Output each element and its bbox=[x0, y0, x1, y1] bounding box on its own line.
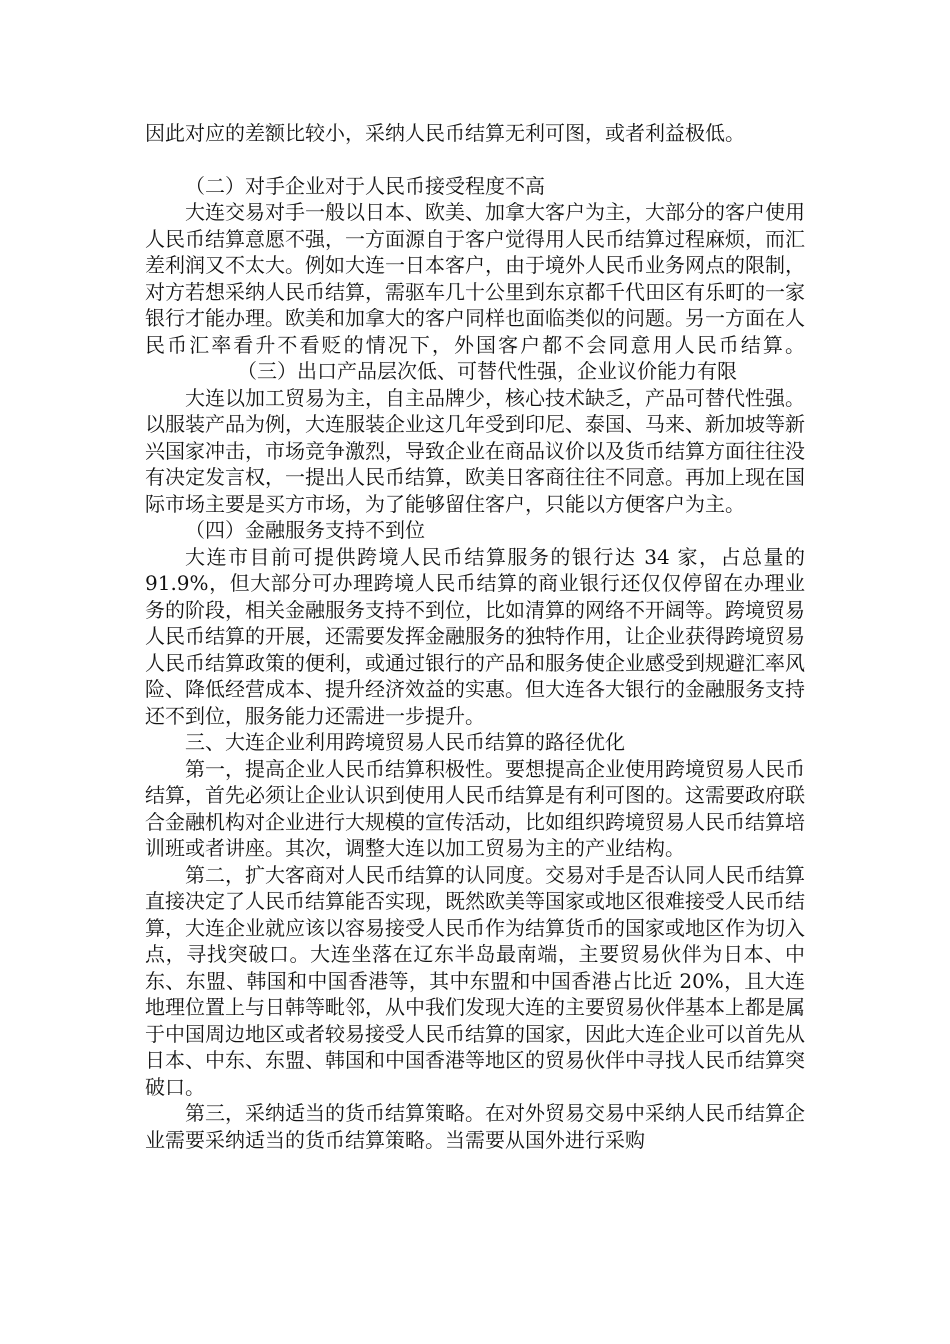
section-heading-4: （四）金融服务支持不到位 bbox=[185, 518, 425, 542]
paragraph-third-measure: 第三，采纳适当的货币结算策略。在对外贸易交易中采纳人民币结算企业需要采纳适当的货币结算策略。当需要从国外进行采购 bbox=[145, 1101, 805, 1152]
paragraph-financial-services: 大连市目前可提供跨境人民币结算服务的银行达 34 家，占总量的 91.9%，但大部分可办理跨境人民币结算的商业银行还仅仅停留在办理业务的阶段，相关金融服务支持不到位，比如清算的网络不开阔等。跨境贸易人民币结算的开展，还需要发挥金融服务的独特作用，让企业获得跨境贸易人民币结算政策的便利，或通过银行的产品和服务使企业感受到规避汇率风险、降低经营成本、提升经济效益的实惠。但大连各大银行的金融服务支持还不到位，服务能力还需进一步提升。 bbox=[145, 544, 805, 728]
paragraph-counterparty-text: 大连交易对手一般以日本、欧美、加拿大客户为主，大部分的客户使用人民币结算意愿不强，一方面源自于客户觉得用人民币结算过程麻烦，而汇差利润又不太大。例如大连一日本客户，由于境外人民币业务网点的限制，对方若想采纳人民币结算，需驱车几十公里到东京都千代田区有乐町的一家银行才能办理。欧美和加拿大的客户同样也面临类似的问题。另一方面在人民币汇率看升不看贬的情况下，外国客户都不会同意用人民币结算。 bbox=[145, 200, 805, 357]
paragraph-counterparty bbox=[145, 199, 805, 385]
paragraph-first-measure: 第一，提高企业人民币结算积极性。要想提高企业使用跨境贸易人民币结算，首先必须让企业认识到使用人民币结算是有利可图的。这需要政府联合金融机构对企业进行大规模的宣传活动，比如组织跨境贸易人民币结算培训班或者讲座。其次，调整大连以加工贸易为主的产业结构。 bbox=[145, 756, 805, 860]
section-heading-three: 三、大连企业利用跨境贸易人民币结算的路径优化 bbox=[185, 730, 625, 754]
paragraph-intro: 因此对应的差额比较小，采纳人民币结算无利可图，或者利益极低。 bbox=[145, 121, 745, 145]
paragraph-second-measure: 第二，扩大客商对人民币结算的认同度。交易对手是否认同人民币结算直接决定了人民币结算能否实现，既然欧美等国家或地区很难接受人民币结算，大连企业就应该以容易接受人民币作为结算货币的国家或地区作为切入点，寻找突破口。大连坐落在辽东半岛最南端，主要贸易伙伴为日本、中东、东盟、韩国和中国香港等，其中东盟和中国香港占比近 20%，且大连地理位置上与日韩等毗邻，从中我们发现大连的主要贸易伙伴基本上都是属于中国周边地区或者较易接受人民币结算的国家，因此大连企业可以首先从日本、中东、东盟、韩国和中国香港等地区的贸易伙伴中寻找人民币结算突破口。 bbox=[145, 862, 805, 1099]
section-heading-2: （二）对手企业对于人民币接受程度不高 bbox=[185, 173, 545, 198]
document-page bbox=[145, 120, 805, 1153]
paragraph-export-products: 大连以加工贸易为主，自主品牌少，核心技术缺乏，产品可替代性强。以服装产品为例，大连服装企业这几年受到印尼、泰国、马来、新加坡等新兴国家冲击，市场竞争激烈，导致企业在商品议价以及货币结算方面往往没有决定发言权，一提出人民币结算，欧美日客商往往不同意。再加上现在国际市场主要是买方市场，为了能够留住客户，只能以方便客户为主。 bbox=[145, 385, 805, 516]
section-heading-3: （三）出口产品层次低、可替代性强，企业议价能力有限 bbox=[237, 359, 737, 383]
